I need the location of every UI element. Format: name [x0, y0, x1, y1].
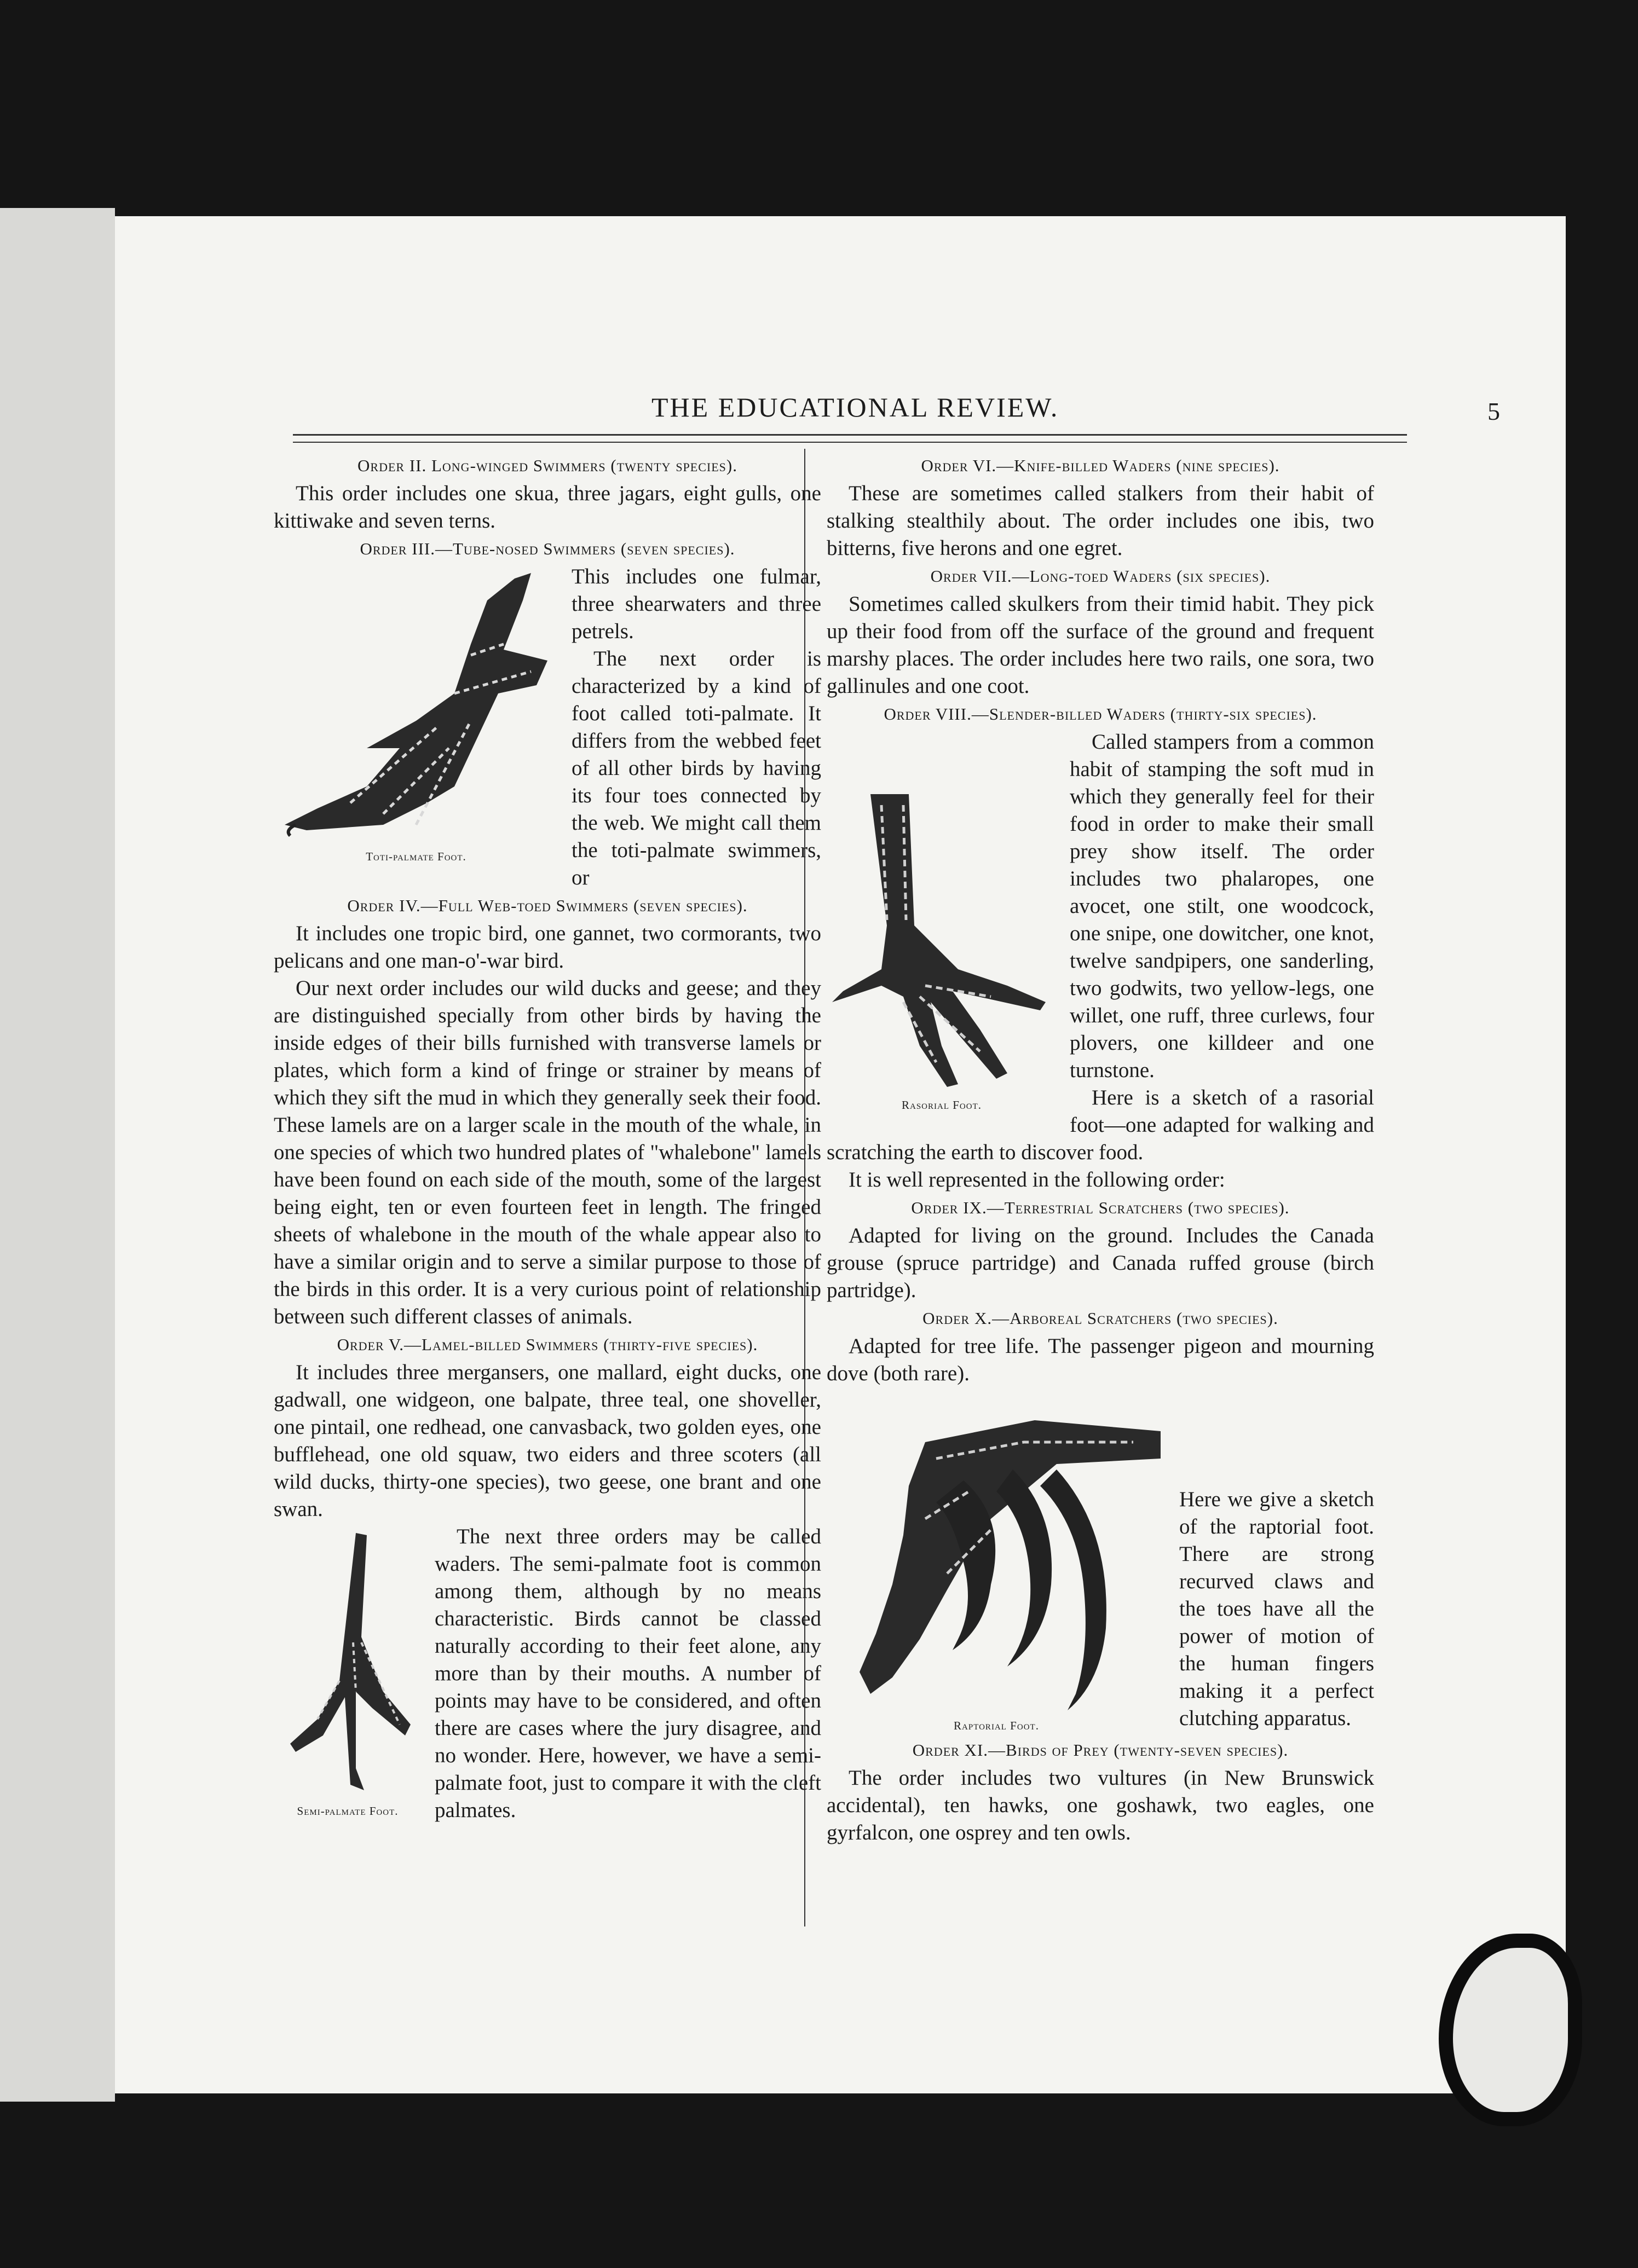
semi-palmate-foot-illustration: [274, 1528, 422, 1801]
raptorial-foot-illustration: [827, 1409, 1166, 1716]
rasorial-caption: Rasorial Foot.: [901, 1098, 982, 1112]
header-rule: [293, 434, 1407, 436]
order-9-heading: Order IX.—Terrestrial Scratchers (two species).: [911, 1198, 1290, 1217]
order-3-text: This includes one fulmar, three shearwaters and three petrels.: [572, 565, 821, 643]
order-2-text: This order includes one skua, three jagars, eight gulls, one kittiwake and seven terns.: [274, 482, 821, 533]
order-6-heading: Order VI.—Knife-billed Waders (nine species).: [921, 456, 1280, 475]
toti-palmate-figure: [274, 568, 558, 864]
waders-description: The next three orders may be called waders. The semi-palmate foot is common among them, although by no means characteristic. Birds cannot be classed naturally according to their feet alone, any more than by their mouths. A number of points may have to be considered, and often there are cases where the jury disagree, and no wonder. Here, however, we have a semi-palmate foot, just to compare it with the cleft palmates.: [435, 1525, 821, 1822]
raptorial-figure: [827, 1409, 1166, 1733]
order-4-text: It includes one tropic bird, one gannet, two cormorants, two pelicans and one man-o'-war bird.: [274, 922, 821, 973]
order-10-text: Adapted for tree life. The passenger pigeon and mourning dove (both rare).: [827, 1334, 1374, 1385]
semi-palmate-caption: Semi-palmate Foot.: [297, 1804, 399, 1818]
order-8-transition: It is well represented in the following order:: [849, 1168, 1225, 1191]
order-8-text: Called stampers from a common habit of stamping the soft mud in which they generally feel for their food in order to make their small prey show itself. The order includes two phalaropes, one avocet, one stilt, one woodcock, one snipe, one dowitcher, one knot, twelve sandpipers, one sanderling, two godwits, two yellow-legs, one willet, one ruff, three curlews, four plovers, one killdeer and one turnstone.: [1070, 730, 1374, 1082]
order-2-heading: Order II. Long-winged Swimmers (twenty species).: [357, 456, 737, 475]
order-5-text: It includes three mergansers, one mallard, eight ducks, one gadwall, one widgeon, one balpate, three teal, one shoveller, one pintail, one redhead, one canvasback, two golden eyes, one bufflehead, one old squaw, two eiders and three scoters (all wild ducks, thirty-one species), two geese, one brant and one swan.: [274, 1361, 821, 1521]
raptorial-caption: Raptorial Foot.: [954, 1719, 1039, 1732]
rasorial-figure: [827, 789, 1057, 1112]
page-corner-mark: [1439, 1934, 1582, 2126]
raptorial-description: Here we give a sketch of the raptorial foot. There are strong recurved claws and the toes have all the power of motion of the human fingers making it a perfect clutching apparatus.: [1179, 1488, 1374, 1730]
order-7-text: Sometimes called skulkers from their timid habit. They pick up their food from off the surface of the ground and frequent marshy places. The order includes here two rails, one sora, two gallinules and one coot.: [827, 592, 1374, 698]
toti-palmate-caption: Toti-palmate Foot.: [366, 850, 466, 863]
order-7-heading: Order VII.—Long-toed Waders (six species).: [930, 566, 1271, 586]
order-4-heading: Order IV.—Full Web-toed Swimmers (seven species).: [347, 896, 748, 915]
toti-palmate-description: The next order is characterized by a kind of foot called toti-palmate. It differs from the webbed feet of all other birds by having its four toes connected by the web. We might call them the toti-palmate swimmers, or: [572, 647, 821, 889]
semi-palmate-figure: [274, 1528, 422, 1818]
order-3-heading: Order III.—Tube-nosed Swimmers (seven species).: [360, 539, 735, 558]
adjacent-page-edge: [0, 208, 115, 2102]
order-5-heading: Order V.—Lamel-billed Swimmers (thirty-five species).: [337, 1335, 758, 1354]
left-column: [274, 452, 821, 1824]
page-number: 5: [1487, 397, 1500, 425]
order-11-heading: Order XI.—Birds of Prey (twenty-seven species).: [912, 1740, 1289, 1760]
right-column: [827, 452, 1374, 1847]
toti-palmate-foot-illustration: [274, 568, 558, 847]
order-8-heading: Order VIII.—Slender-billed Waders (thirty-six species).: [884, 704, 1317, 724]
order-10-heading: Order X.—Arboreal Scratchers (two species).: [922, 1309, 1278, 1328]
order-9-text: Adapted for living on the ground. Includes the Canada grouse (spruce partridge) and Canada ruffed grouse (birch partridge).: [827, 1224, 1374, 1302]
running-title: THE EDUCATIONAL REVIEW.: [651, 392, 1059, 423]
order-6-text: These are sometimes called stalkers from their habit of stalking stealthily about. The order includes one ibis, two bitterns, five herons and one egret.: [827, 482, 1374, 560]
order-11-text: The order includes two vultures (in New Brunswick accidental), ten hawks, one goshawk, two eagles, one gyrfalcon, one osprey and ten owls.: [827, 1766, 1374, 1844]
lamel-description: Our next order includes our wild ducks and geese; and they are distinguished specially from other birds by having the inside edges of their bills furnished with transverse lamels or plates, which form a kind of fringe or strainer by means of which they sift the mud in which they generally seek their food. These lamels are on a larger scale in the mouth of the whale, in one species of which two hundred plates of "whalebone" lamels have been found on each side of the mouth, some of the largest being eight, ten or even fourteen feet in length. The fringed sheets of whalebone in the mouth of the whale appear also to have a similar origin and to serve a similar purpose to those of the birds in this order. It is a very curious point of relationship between such different classes of animals.: [274, 976, 821, 1328]
page: [115, 216, 1566, 2093]
header-rule-thin: [293, 442, 1407, 443]
rasorial-foot-illustration: [827, 789, 1057, 1095]
rasorial-description: Here is a sketch of a rasorial foot—one adapted for walking and scratching the earth to discover food.: [827, 1086, 1374, 1164]
page-header: [296, 391, 1500, 435]
